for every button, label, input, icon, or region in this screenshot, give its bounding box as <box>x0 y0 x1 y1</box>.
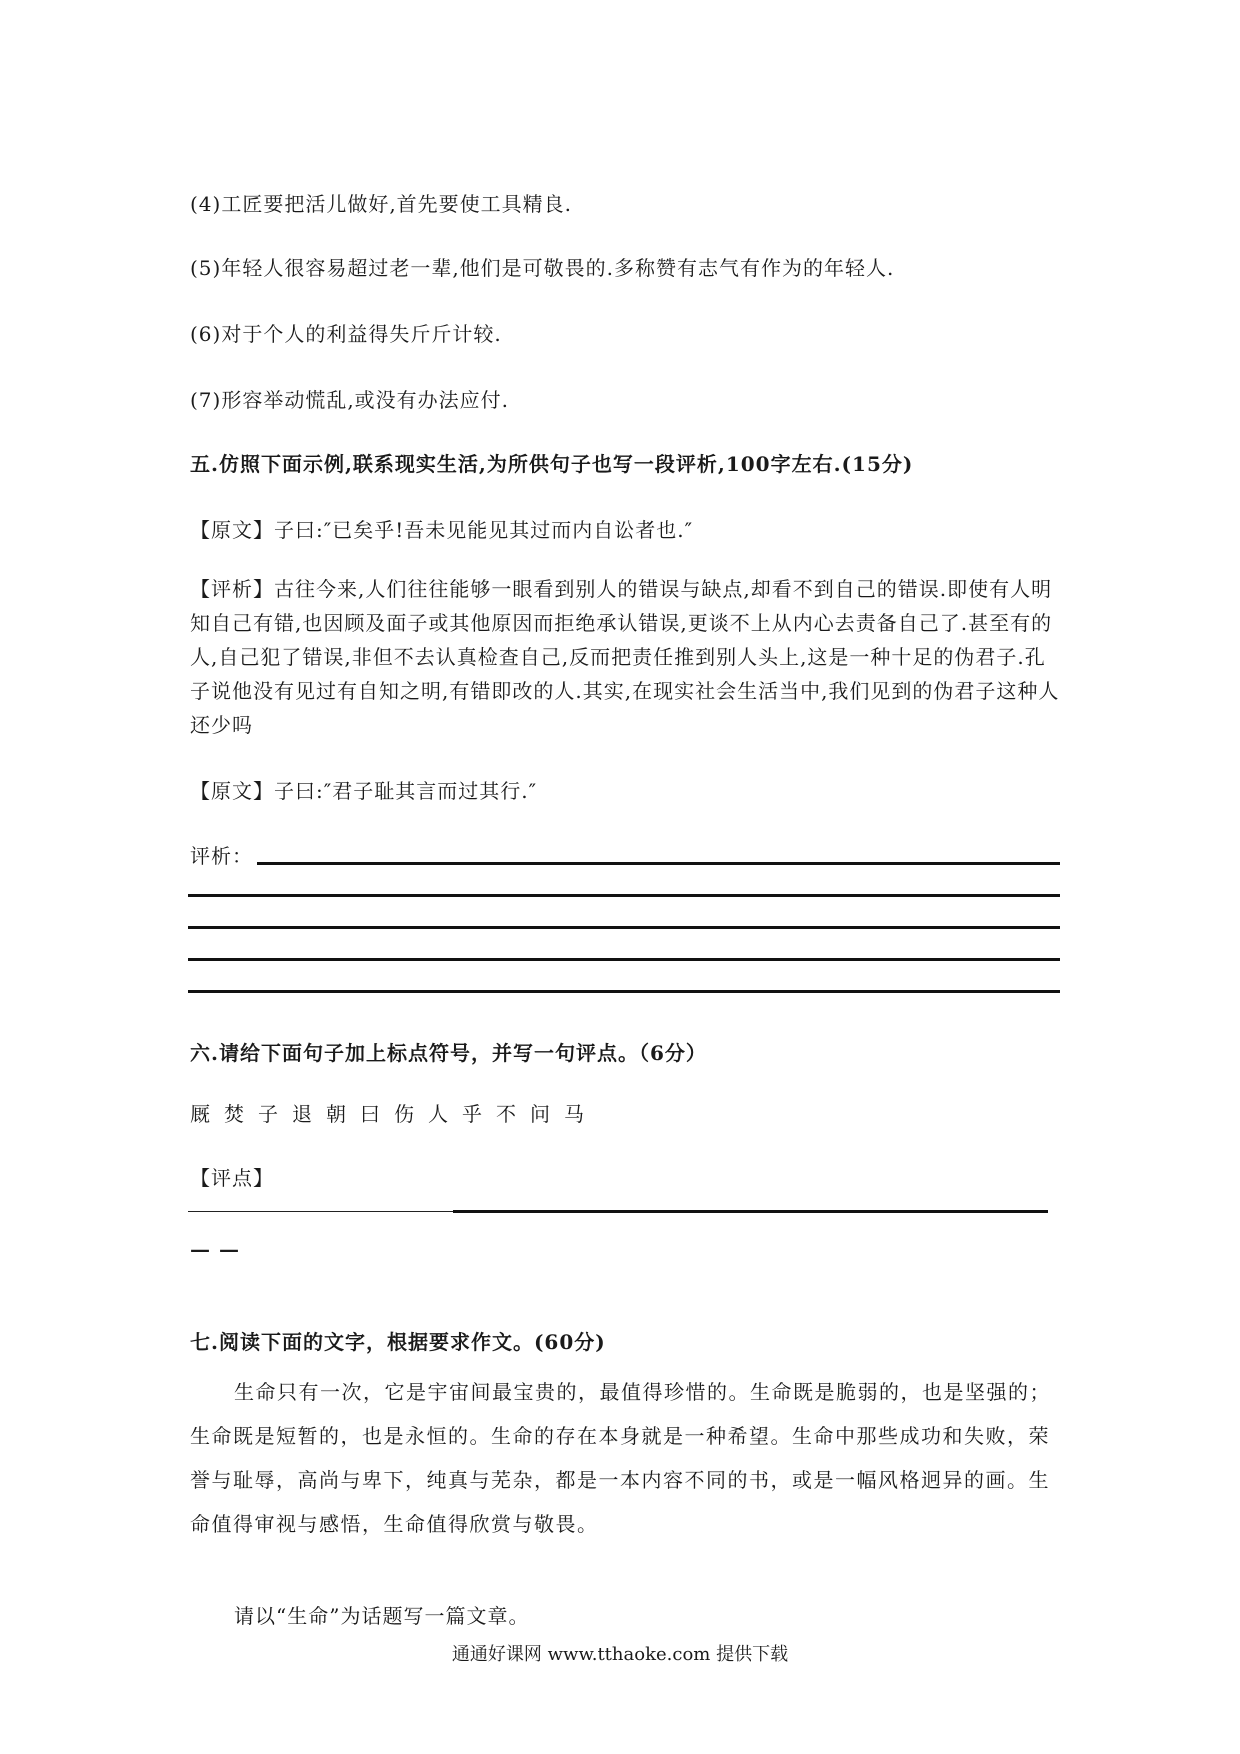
comment-line-bold[interactable] <box>453 1210 1048 1213</box>
answer-line-4[interactable] <box>188 958 1060 961</box>
page-footer: 通通好课网 www.tthaoke.com 提供下载 <box>451 1644 789 1665</box>
example-analysis-text: 【评析】古往今来,人们往往能够一眼看到别人的错误与缺点,却看不到自己的错误.即使有人明知自己有错,也因顾及面子或其他原因而拒绝承认错误,更谈不上从内心去责备自己了.甚至有的人,自己犯了错误,非但不去认真检查自己,反而把责任推到别人头上,这是一种十足的伪君子.孔子说他没有见过有自知之明,有错即改的人.其实,在现实社会生活当中,我们见到的伪君子这种人还少吗 <box>190 577 1060 737</box>
task-original-text: 【原文】子曰:″君子耻其言而过其行.″ <box>190 779 538 803</box>
dash-marks: — — <box>190 1237 240 1261</box>
answer-line-2[interactable] <box>188 894 1060 897</box>
example-original-text: 【原文】子曰:″已矣乎!吾未见能见其过而内自讼者也.″ <box>190 518 694 542</box>
question-7-heading: 七.阅读下面的文字，根据要求作文。(60分) <box>190 1330 606 1354</box>
comment-label: 【评点】 <box>190 1166 274 1190</box>
answer-line-5[interactable] <box>188 990 1060 993</box>
essay-prompt-passage: 生命只有一次，它是宇宙间最宝贵的，最值得珍惜的。生命既是脆弱的，也是坚强的；生命既是短暂的，也是永恒的。生命的存在本身就是一种希望。生命中那些成功和失败，荣誉与耻辱，高尚与卑下，纯真与芜杂，都是一本内容不同的书，或是一幅风格迥异的画。生命值得审视与感悟，生命值得欣赏与敬畏。 <box>190 1380 1051 1536</box>
unpunctuated-sentence: 厩焚子退朝曰伤人乎不问马 <box>190 1102 598 1126</box>
question-5-heading: 五.仿照下面示例,联系现实生活,为所供句子也写一段评析,100字左右.(15分) <box>190 452 914 476</box>
essay-instruction: 请以“生命”为话题写一篇文章。 <box>234 1604 530 1628</box>
item-6: (6)对于个人的利益得失斤斤计较. <box>190 322 502 346</box>
question-6-heading: 六.请给下面句子加上标点符号，并写一句评点。（6分） <box>190 1041 707 1065</box>
answer-line-3[interactable] <box>188 926 1060 929</box>
item-4: (4)工匠要把活儿做好,首先要使工具精良. <box>190 192 573 216</box>
answer-label: 评析： <box>190 844 253 868</box>
item-7: (7)形容举动慌乱,或没有办法应付. <box>190 388 510 412</box>
comment-line-thin[interactable] <box>188 1211 453 1212</box>
item-5: (5)年轻人很容易超过老一辈,他们是可敬畏的.多称赞有志气有作为的年轻人. <box>190 256 895 280</box>
answer-line-1[interactable] <box>257 862 1060 865</box>
